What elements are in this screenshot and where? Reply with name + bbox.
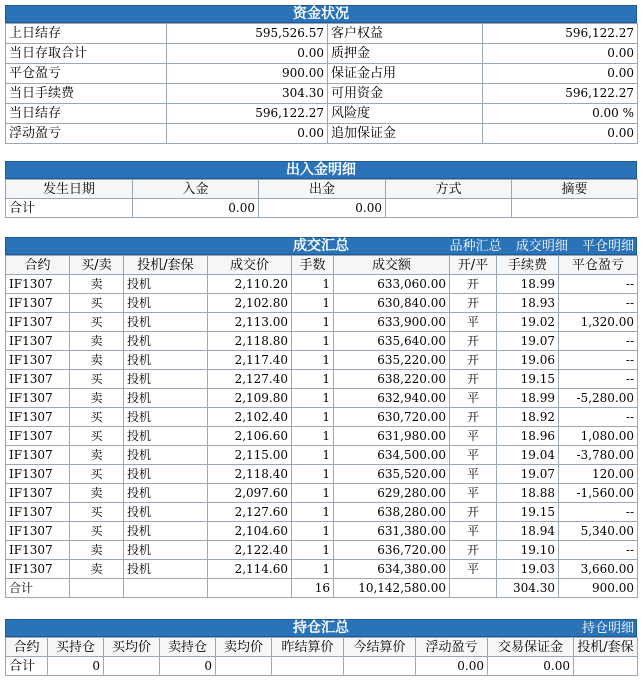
capital-label: 当日结存 — [6, 104, 167, 124]
trade-cell: 634,380.00 — [334, 560, 450, 579]
trades-column-header: 手续费 — [497, 256, 559, 275]
capital-row — [6, 104, 638, 124]
trade-cell: 卖 — [70, 541, 124, 560]
positions-total-margin: 0.00 — [488, 657, 574, 676]
trade-cell: 投机 — [124, 313, 208, 332]
trade-cell: 买 — [70, 522, 124, 541]
capital-section — [5, 5, 637, 144]
trade-cell: 投机 — [124, 370, 208, 389]
trade-cell: 19.10 — [497, 541, 559, 560]
trade-cell: -3,780.00 — [559, 446, 638, 465]
trade-cell: 买 — [70, 465, 124, 484]
trade-cell: 开 — [450, 370, 497, 389]
trades-table — [5, 255, 638, 598]
trade-cell: IF1307 — [6, 446, 70, 465]
trade-cell: 636,720.00 — [334, 541, 450, 560]
trade-cell: 平 — [450, 389, 497, 408]
positions-column-header: 买均价 — [104, 638, 160, 657]
trade-cell: 2,115.00 — [208, 446, 292, 465]
trade-cell: 3,660.00 — [559, 560, 638, 579]
capital-title: 资金状况 — [293, 6, 349, 22]
inout-column-header: 摘要 — [512, 180, 638, 199]
trade-cell: 638,220.00 — [334, 370, 450, 389]
trade-cell: 平 — [450, 560, 497, 579]
trade-cell: 卖 — [70, 351, 124, 370]
inout-column-header: 出金 — [259, 180, 386, 199]
link-close-detail[interactable]: 平仓明细 — [581, 239, 634, 254]
table-row — [6, 332, 638, 351]
inout-title: 出入金明细 — [286, 162, 356, 178]
trade-cell: 投机 — [124, 332, 208, 351]
trade-cell: 投机 — [124, 427, 208, 446]
trades-total-empty — [124, 579, 208, 598]
trades-total-empty — [450, 579, 497, 598]
capital-label: 质押金 — [328, 44, 483, 64]
trade-cell: 1 — [292, 484, 334, 503]
table-row — [6, 427, 638, 446]
trade-cell: 18.92 — [497, 408, 559, 427]
trade-cell: 120.00 — [559, 465, 638, 484]
trades-header-row — [6, 256, 638, 275]
inout-column-header: 方式 — [386, 180, 512, 199]
trade-cell: -- — [559, 541, 638, 560]
trade-cell: 631,980.00 — [334, 427, 450, 446]
table-row — [6, 484, 638, 503]
trade-cell: 投机 — [124, 446, 208, 465]
trade-cell: 1 — [292, 332, 334, 351]
trade-cell: 投机 — [124, 484, 208, 503]
trade-cell: 投机 — [124, 351, 208, 370]
trade-cell: 2,117.40 — [208, 351, 292, 370]
trades-title: 成交汇总 — [293, 238, 349, 254]
trade-cell: 1 — [292, 522, 334, 541]
trade-cell: IF1307 — [6, 313, 70, 332]
trade-cell: 2,110.20 — [208, 275, 292, 294]
trade-cell: 630,720.00 — [334, 408, 450, 427]
trade-cell: 开 — [450, 294, 497, 313]
trade-cell: 2,114.60 — [208, 560, 292, 579]
trade-cell: 2,113.00 — [208, 313, 292, 332]
trade-cell: 1 — [292, 427, 334, 446]
trade-cell: 633,060.00 — [334, 275, 450, 294]
trade-cell: 19.03 — [497, 560, 559, 579]
capital-title-bar — [5, 5, 637, 23]
trades-total-row — [6, 579, 638, 598]
trade-cell: 2,122.40 — [208, 541, 292, 560]
table-row — [6, 560, 638, 579]
capital-label: 当日手续费 — [6, 84, 167, 104]
trade-cell: 投机 — [124, 465, 208, 484]
trade-cell: 平 — [450, 446, 497, 465]
trade-cell: IF1307 — [6, 370, 70, 389]
inout-total-row — [6, 199, 638, 218]
trade-cell: IF1307 — [6, 408, 70, 427]
link-trade-detail[interactable]: 成交明细 — [515, 239, 568, 254]
inout-section — [5, 161, 637, 218]
table-row — [6, 370, 638, 389]
trade-cell: 卖 — [70, 275, 124, 294]
capital-value: 0.00 — [167, 124, 328, 144]
trade-cell: 卖 — [70, 446, 124, 465]
trade-cell: 买 — [70, 503, 124, 522]
positions-total-float: 0.00 — [416, 657, 488, 676]
inout-total-method — [386, 199, 512, 218]
positions-total-row — [6, 657, 638, 676]
capital-row — [6, 124, 638, 144]
trade-cell: 1 — [292, 389, 334, 408]
capital-value: 0.00 — [483, 124, 638, 144]
inout-total-out: 0.00 — [259, 199, 386, 218]
trade-cell: 2,118.80 — [208, 332, 292, 351]
capital-label: 浮动盈亏 — [6, 124, 167, 144]
trade-cell: -- — [559, 503, 638, 522]
capital-value: 0.00 — [483, 64, 638, 84]
trade-cell: 投机 — [124, 560, 208, 579]
capital-value: 596,122.27 — [167, 104, 328, 124]
capital-label: 可用资金 — [328, 84, 483, 104]
trade-cell: -- — [559, 332, 638, 351]
trade-cell: 买 — [70, 313, 124, 332]
trades-section — [5, 237, 637, 598]
trade-cell: 1 — [292, 503, 334, 522]
table-row — [6, 408, 638, 427]
capital-value: 596,122.27 — [483, 84, 638, 104]
trades-column-header: 买/卖 — [70, 256, 124, 275]
trade-cell: 平 — [450, 465, 497, 484]
trade-cell: 买 — [70, 427, 124, 446]
capital-value: 0.00 — [483, 44, 638, 64]
positions-total-prevsettle — [272, 657, 344, 676]
trade-cell: 1 — [292, 408, 334, 427]
trade-cell: 2,097.60 — [208, 484, 292, 503]
trade-cell: 1 — [292, 351, 334, 370]
trade-cell: 平 — [450, 313, 497, 332]
trades-column-header: 投机/套保 — [124, 256, 208, 275]
trade-cell: IF1307 — [6, 275, 70, 294]
trade-cell: 19.07 — [497, 332, 559, 351]
trade-cell: 632,940.00 — [334, 389, 450, 408]
trade-cell: -- — [559, 408, 638, 427]
trades-title-bar — [5, 237, 637, 255]
trade-cell: 2,104.60 — [208, 522, 292, 541]
trade-cell: 卖 — [70, 389, 124, 408]
trade-cell: IF1307 — [6, 332, 70, 351]
inout-column-header: 入金 — [133, 180, 259, 199]
trade-cell: 19.07 — [497, 465, 559, 484]
capital-value: 304.30 — [167, 84, 328, 104]
trade-cell: 卖 — [70, 484, 124, 503]
positions-links — [572, 620, 634, 637]
link-position-detail[interactable]: 持仓明细 — [581, 621, 634, 636]
trade-cell: 开 — [450, 541, 497, 560]
positions-column-header: 卖持仓 — [160, 638, 216, 657]
trade-cell: 19.06 — [497, 351, 559, 370]
trade-cell: 629,280.00 — [334, 484, 450, 503]
inout-header-row — [6, 180, 638, 199]
capital-value: 596,122.27 — [483, 24, 638, 44]
trade-cell: 5,340.00 — [559, 522, 638, 541]
trade-cell: 18.93 — [497, 294, 559, 313]
trade-cell: 2,127.60 — [208, 503, 292, 522]
trade-cell: 638,280.00 — [334, 503, 450, 522]
trade-cell: 2,127.40 — [208, 370, 292, 389]
trades-total-empty — [208, 579, 292, 598]
trade-cell: 2,102.40 — [208, 408, 292, 427]
trade-cell: 2,106.60 — [208, 427, 292, 446]
trade-cell: IF1307 — [6, 503, 70, 522]
trade-cell: 630,840.00 — [334, 294, 450, 313]
inout-column-header: 发生日期 — [6, 180, 133, 199]
trade-cell: 19.15 — [497, 503, 559, 522]
trade-cell: 634,500.00 — [334, 446, 450, 465]
trades-total-amount: 10,142,580.00 — [334, 579, 450, 598]
trades-column-header: 合约 — [6, 256, 70, 275]
trade-cell: 18.99 — [497, 275, 559, 294]
table-row — [6, 465, 638, 484]
positions-section — [5, 619, 637, 676]
trade-cell: 2,109.80 — [208, 389, 292, 408]
trade-cell: IF1307 — [6, 351, 70, 370]
table-row — [6, 446, 638, 465]
trade-cell: 开 — [450, 503, 497, 522]
trades-total-fee: 304.30 — [497, 579, 559, 598]
positions-column-header: 交易保证金 — [488, 638, 574, 657]
inout-table — [5, 179, 638, 218]
trade-cell: 卖 — [70, 560, 124, 579]
inout-total-label: 合计 — [6, 199, 133, 218]
positions-total-type — [574, 657, 638, 676]
trade-cell: 买 — [70, 408, 124, 427]
capital-value: 900.00 — [167, 64, 328, 84]
trade-cell: 18.94 — [497, 522, 559, 541]
trade-cell: IF1307 — [6, 541, 70, 560]
trade-cell: 1 — [292, 446, 334, 465]
capital-row — [6, 24, 638, 44]
capital-row — [6, 64, 638, 84]
capital-value: 595,526.57 — [167, 24, 328, 44]
positions-total-sellavg — [216, 657, 272, 676]
trade-cell: 平 — [450, 484, 497, 503]
trades-total-empty — [70, 579, 124, 598]
positions-table — [5, 637, 638, 676]
table-row — [6, 522, 638, 541]
trade-cell: 635,640.00 — [334, 332, 450, 351]
trade-cell: 2,102.80 — [208, 294, 292, 313]
trade-cell: -- — [559, 294, 638, 313]
trades-column-header: 成交价 — [208, 256, 292, 275]
positions-column-header: 合约 — [6, 638, 48, 657]
table-row — [6, 351, 638, 370]
inout-title-bar — [5, 161, 637, 179]
inout-total-in: 0.00 — [133, 199, 259, 218]
trade-cell: 19.02 — [497, 313, 559, 332]
capital-label: 保证金占用 — [328, 64, 483, 84]
trade-cell: 投机 — [124, 522, 208, 541]
trades-total-qty: 16 — [292, 579, 334, 598]
positions-title-bar — [5, 619, 637, 637]
trade-cell: 卖 — [70, 332, 124, 351]
trade-cell: 2,118.40 — [208, 465, 292, 484]
trade-cell: 1 — [292, 370, 334, 389]
trade-cell: 633,900.00 — [334, 313, 450, 332]
capital-label: 上日结存 — [6, 24, 167, 44]
positions-total-settle — [344, 657, 416, 676]
table-row — [6, 313, 638, 332]
capital-value: 0.00 % — [483, 104, 638, 124]
positions-total-buyavg — [104, 657, 160, 676]
positions-column-header: 投机/套保 — [574, 638, 638, 657]
positions-column-header: 浮动盈亏 — [416, 638, 488, 657]
trade-cell: 平 — [450, 522, 497, 541]
trade-cell: -5,280.00 — [559, 389, 638, 408]
trade-cell: 投机 — [124, 408, 208, 427]
trades-total-label: 合计 — [6, 579, 70, 598]
capital-row — [6, 44, 638, 64]
positions-title: 持仓汇总 — [293, 620, 349, 636]
capital-label: 追加保证金 — [328, 124, 483, 144]
trade-cell: IF1307 — [6, 465, 70, 484]
trade-cell: 开 — [450, 275, 497, 294]
table-row — [6, 541, 638, 560]
capital-table — [5, 23, 638, 144]
trades-column-header: 平仓盈亏 — [559, 256, 638, 275]
trade-cell: 投机 — [124, 541, 208, 560]
positions-column-header: 昨结算价 — [272, 638, 344, 657]
trade-cell: 1,080.00 — [559, 427, 638, 446]
trade-cell: -- — [559, 351, 638, 370]
inout-total-summary — [512, 199, 638, 218]
trades-total-pnl: 900.00 — [559, 579, 638, 598]
trades-links — [440, 238, 634, 255]
trade-cell: IF1307 — [6, 484, 70, 503]
trade-cell: 1 — [292, 560, 334, 579]
capital-label: 平仓盈亏 — [6, 64, 167, 84]
trade-cell: IF1307 — [6, 294, 70, 313]
table-row — [6, 389, 638, 408]
trade-cell: IF1307 — [6, 560, 70, 579]
trade-cell: 18.99 — [497, 389, 559, 408]
trade-cell: 1,320.00 — [559, 313, 638, 332]
positions-column-header: 买持仓 — [48, 638, 104, 657]
positions-column-header: 卖均价 — [216, 638, 272, 657]
trade-cell: 1 — [292, 275, 334, 294]
trade-cell: 18.88 — [497, 484, 559, 503]
positions-column-header: 今结算价 — [344, 638, 416, 657]
table-row — [6, 294, 638, 313]
trades-column-header: 成交额 — [334, 256, 450, 275]
trade-cell: 投机 — [124, 503, 208, 522]
trade-cell: 买 — [70, 370, 124, 389]
positions-total-label: 合计 — [6, 657, 48, 676]
trade-cell: 买 — [70, 294, 124, 313]
trade-cell: 1 — [292, 294, 334, 313]
table-row — [6, 503, 638, 522]
trade-cell: IF1307 — [6, 389, 70, 408]
trade-cell: 1 — [292, 541, 334, 560]
trade-cell: 19.15 — [497, 370, 559, 389]
trade-cell: -- — [559, 370, 638, 389]
positions-total-sell: 0 — [160, 657, 216, 676]
trade-cell: 开 — [450, 351, 497, 370]
trade-cell: -1,560.00 — [559, 484, 638, 503]
capital-label: 客户权益 — [328, 24, 483, 44]
trade-cell: 635,220.00 — [334, 351, 450, 370]
capital-row — [6, 84, 638, 104]
trade-cell: IF1307 — [6, 427, 70, 446]
capital-value: 0.00 — [167, 44, 328, 64]
trade-cell: -- — [559, 275, 638, 294]
trade-cell: 631,380.00 — [334, 522, 450, 541]
trade-cell: 投机 — [124, 389, 208, 408]
table-row — [6, 275, 638, 294]
trades-column-header: 手数 — [292, 256, 334, 275]
trade-cell: 1 — [292, 313, 334, 332]
positions-total-buy: 0 — [48, 657, 104, 676]
trades-column-header: 开/平 — [450, 256, 497, 275]
trade-cell: 投机 — [124, 294, 208, 313]
trade-cell: IF1307 — [6, 522, 70, 541]
capital-label: 风险度 — [328, 104, 483, 124]
trade-cell: 18.96 — [497, 427, 559, 446]
link-product-summary[interactable]: 品种汇总 — [449, 239, 502, 254]
trade-cell: 开 — [450, 332, 497, 351]
positions-header-row — [6, 638, 638, 657]
trade-cell: 投机 — [124, 275, 208, 294]
capital-label: 当日存取合计 — [6, 44, 167, 64]
trade-cell: 19.04 — [497, 446, 559, 465]
trade-cell: 平 — [450, 427, 497, 446]
trade-cell: 1 — [292, 465, 334, 484]
trade-cell: 635,520.00 — [334, 465, 450, 484]
trade-cell: 开 — [450, 408, 497, 427]
